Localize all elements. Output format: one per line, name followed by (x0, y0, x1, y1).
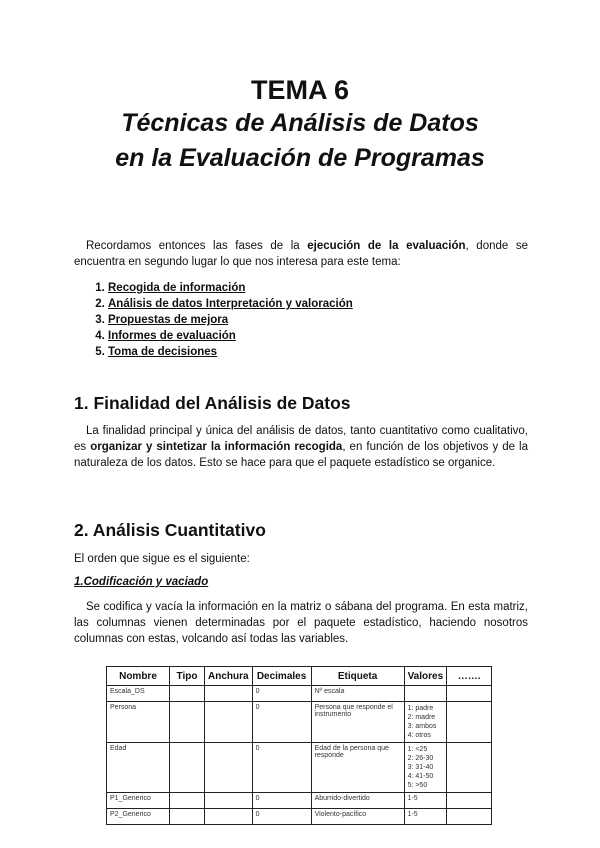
value-line: 5: >50 (407, 782, 428, 789)
cell-more (447, 686, 492, 702)
section1-text-post: , en función de los objetivos y de la naturaleza de los datos. Esto se hace para que el paquete estadístico se organice. (74, 441, 529, 469)
header-anchura: Anchura (205, 667, 253, 686)
cell-anchura (205, 686, 253, 702)
intro-text-bold: ejecución de la evaluación (307, 240, 466, 252)
cell-valores (404, 743, 447, 793)
cell-nombre: P1_Generico (107, 793, 170, 809)
table-row (107, 809, 492, 825)
cell-tipo (170, 686, 205, 702)
value-line: 3: ambos (407, 723, 437, 730)
value-line: 3: 31-40 (407, 764, 434, 771)
section2-paragraph: Se codifica y vacía la información en la matriz o sábana del programa. En esta matriz, las columnas vienen determinadas por el paquete estadístico, haciendo nosotros columnas con estas, volcando así todas las variables. (74, 601, 528, 645)
tema-heading: TEMA 6 (250, 75, 349, 105)
cell-valores: 1-5 (404, 793, 447, 809)
cell-tipo (170, 743, 205, 793)
cell-etiqueta: Nº escala (311, 686, 404, 702)
table-row (107, 793, 492, 809)
header-more: ……. (447, 667, 492, 686)
list-item: 4. Informes de evaluación (108, 328, 353, 344)
cell-anchura (205, 702, 253, 743)
variables-table (106, 666, 492, 825)
cell-anchura (205, 743, 253, 793)
header-nombre: Nombre (107, 667, 170, 686)
table-row (107, 743, 492, 793)
section2-heading: 2. Análisis Cuantitativo (74, 520, 266, 540)
cell-etiqueta: Violento-pacífico (311, 809, 404, 825)
subheading-codificacion (74, 576, 208, 588)
subheading-number: 1. (74, 576, 84, 588)
phases-list (86, 280, 353, 360)
list-item: 1. Recogida de información (108, 280, 353, 296)
cell-tipo (170, 809, 205, 825)
cell-decimales: 0 (252, 793, 311, 809)
cell-more (447, 743, 492, 793)
header-tipo: Tipo (170, 667, 205, 686)
section1-heading: 1. Finalidad del Análisis de Datos (74, 393, 351, 413)
header-valores: Valores (404, 667, 447, 686)
cell-anchura (205, 793, 253, 809)
list-item: 5. Toma de decisiones (108, 344, 353, 360)
cell-tipo (170, 793, 205, 809)
table-header-row (107, 667, 492, 686)
list-item: 3. Propuestas de mejora (108, 312, 353, 328)
cell-valores: 1-5 (404, 809, 447, 825)
title-line-1: Técnicas de Análisis de Datos (121, 109, 479, 137)
cell-anchura (205, 809, 253, 825)
cell-nombre: Persona (107, 702, 170, 743)
table-row (107, 702, 492, 743)
title-block (0, 74, 600, 176)
cell-valores (404, 686, 447, 702)
value-line: 2: madre (407, 714, 436, 721)
cell-decimales: 0 (252, 686, 311, 702)
cell-more (447, 793, 492, 809)
section1-text-pre: La finalidad principal y única del análisis de datos, tanto cuantitativo como cualitativo, es (74, 425, 528, 453)
intro-paragraph (74, 238, 528, 270)
cell-nombre: Edad (107, 743, 170, 793)
intro-text-post: , donde se encuentra en segundo lugar lo que nos interesa para este tema: (74, 240, 529, 268)
cell-decimales: 0 (252, 809, 311, 825)
cell-nombre: Escala_DS (107, 686, 170, 702)
header-etiqueta: Etiqueta (311, 667, 404, 686)
section2-lead: El orden que sigue es el siguiente: (74, 553, 250, 565)
value-line: 1: padre (407, 705, 434, 712)
value-line: 4: otros (407, 732, 431, 739)
cell-decimales: 0 (252, 702, 311, 743)
cell-valores (404, 702, 447, 743)
cell-etiqueta: Aburrido-divertido (311, 793, 404, 809)
cell-etiqueta: Edad de la persona que responde (311, 743, 404, 793)
header-decimales: Decimales (252, 667, 311, 686)
cell-nombre: P2_Generico (107, 809, 170, 825)
section1-paragraph (74, 423, 528, 471)
list-item: 2. Análisis de datos Interpretación y valoración (108, 296, 353, 312)
value-line: 1: <25 (407, 746, 428, 753)
subheading-text: Codificación y vaciado (83, 576, 209, 588)
table-row (107, 686, 492, 702)
cell-more (447, 702, 492, 743)
cell-more (447, 809, 492, 825)
cell-tipo (170, 702, 205, 743)
value-line: 2: 26-30 (407, 755, 434, 762)
section1-text-bold: organizar y sintetizar la información recogida (90, 441, 343, 453)
cell-etiqueta: Persona que responde el instrumento (311, 702, 404, 743)
title-line-2: en la Evaluación de Programas (115, 144, 485, 172)
intro-text-pre: Recordamos entonces las fases de la (86, 240, 308, 252)
value-line: 4: 41-50 (407, 773, 434, 780)
cell-decimales: 0 (252, 743, 311, 793)
